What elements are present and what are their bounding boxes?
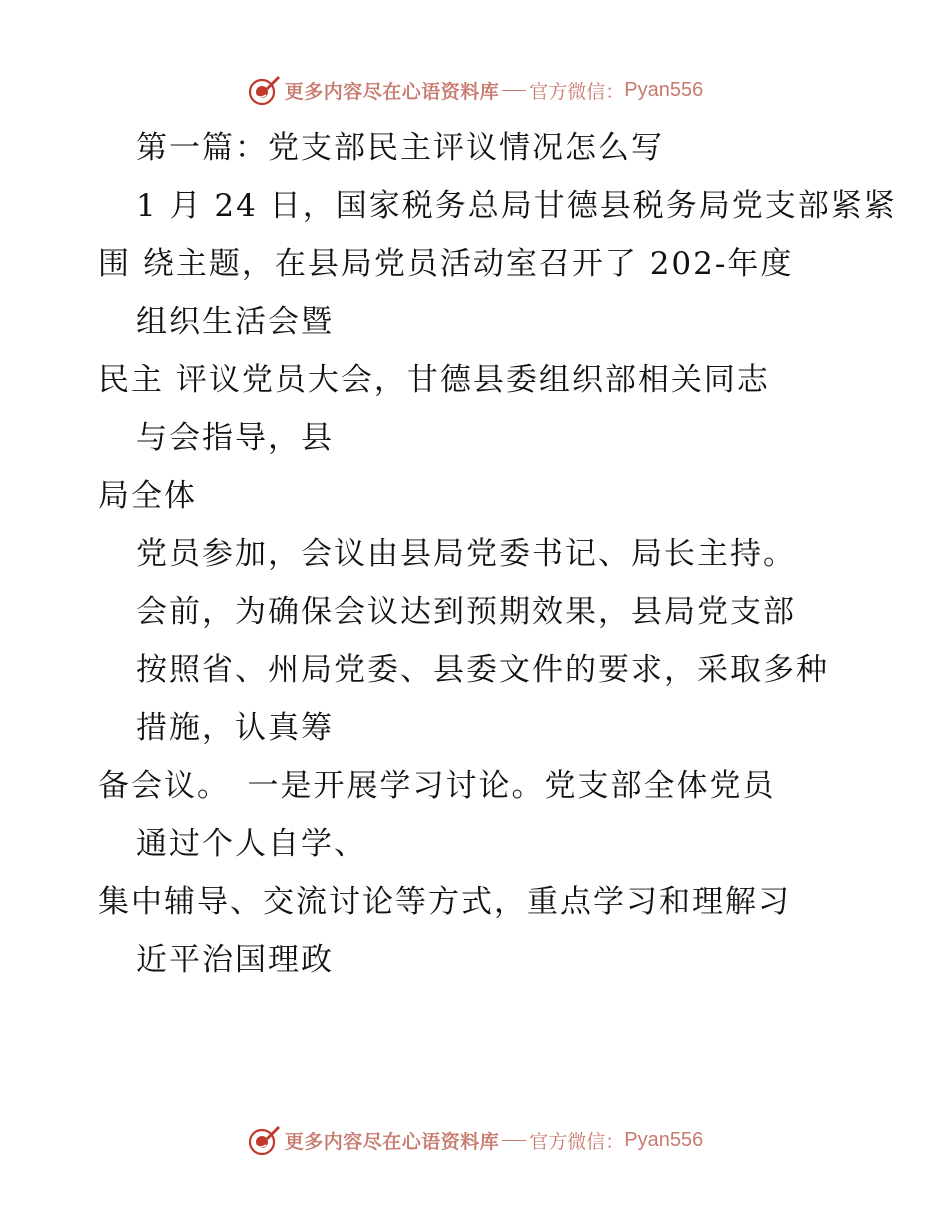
document-title: 第一篇：党支部民主评议情况怎么写 (136, 130, 664, 166)
watermark-sub-text: 官方微信： (529, 80, 625, 103)
header-watermark (0, 70, 950, 110)
watermark-wechat-id: Pyan556 (624, 78, 704, 101)
watermark-dash (502, 90, 526, 91)
text-line: 1 月 24 日，国家税务总局甘德县税务局党支部紧紧 (136, 188, 897, 224)
watermark-main-text: 更多内容尽在心语资料库 (284, 1130, 500, 1153)
text-line: 通过个人自学、 (136, 826, 367, 862)
text-line: 按照省、州局党委、县委文件的要求，采取多种 (136, 652, 829, 688)
text-line: 措施，认真筹 (136, 710, 334, 746)
watermark-main-text: 更多内容尽在心语资料库 (284, 80, 500, 103)
text-line: 组织生活会暨 (136, 304, 334, 340)
text-line: 备会议。 一是开展学习讨论。党支部全体党员 (98, 768, 776, 804)
text-line: 会前，为确保会议达到预期效果，县局党支部 (136, 594, 796, 630)
text-line: 围 绕主题，在县局党员活动室召开了 202-年度 (98, 246, 794, 282)
footer-watermark (0, 1120, 950, 1160)
pen-logo-icon (247, 1123, 281, 1157)
text-line: 近平治国理政 (136, 942, 334, 978)
text-line: 党员参加，会议由县局党委书记、局长主持。 (136, 536, 796, 572)
pen-logo-icon (247, 73, 281, 107)
watermark-dash (502, 1140, 526, 1141)
text-line: 局全体 (98, 478, 197, 514)
text-line: 与会指导，县 (136, 420, 334, 456)
watermark-sub-text: 官方微信： (529, 1130, 625, 1153)
text-line: 集中辅导、交流讨论等方式，重点学习和理解习 (98, 884, 791, 920)
watermark-wechat-id: Pyan556 (624, 1128, 704, 1151)
text-line: 民主 评议党员大会，甘德县委组织部相关同志 (98, 362, 770, 398)
